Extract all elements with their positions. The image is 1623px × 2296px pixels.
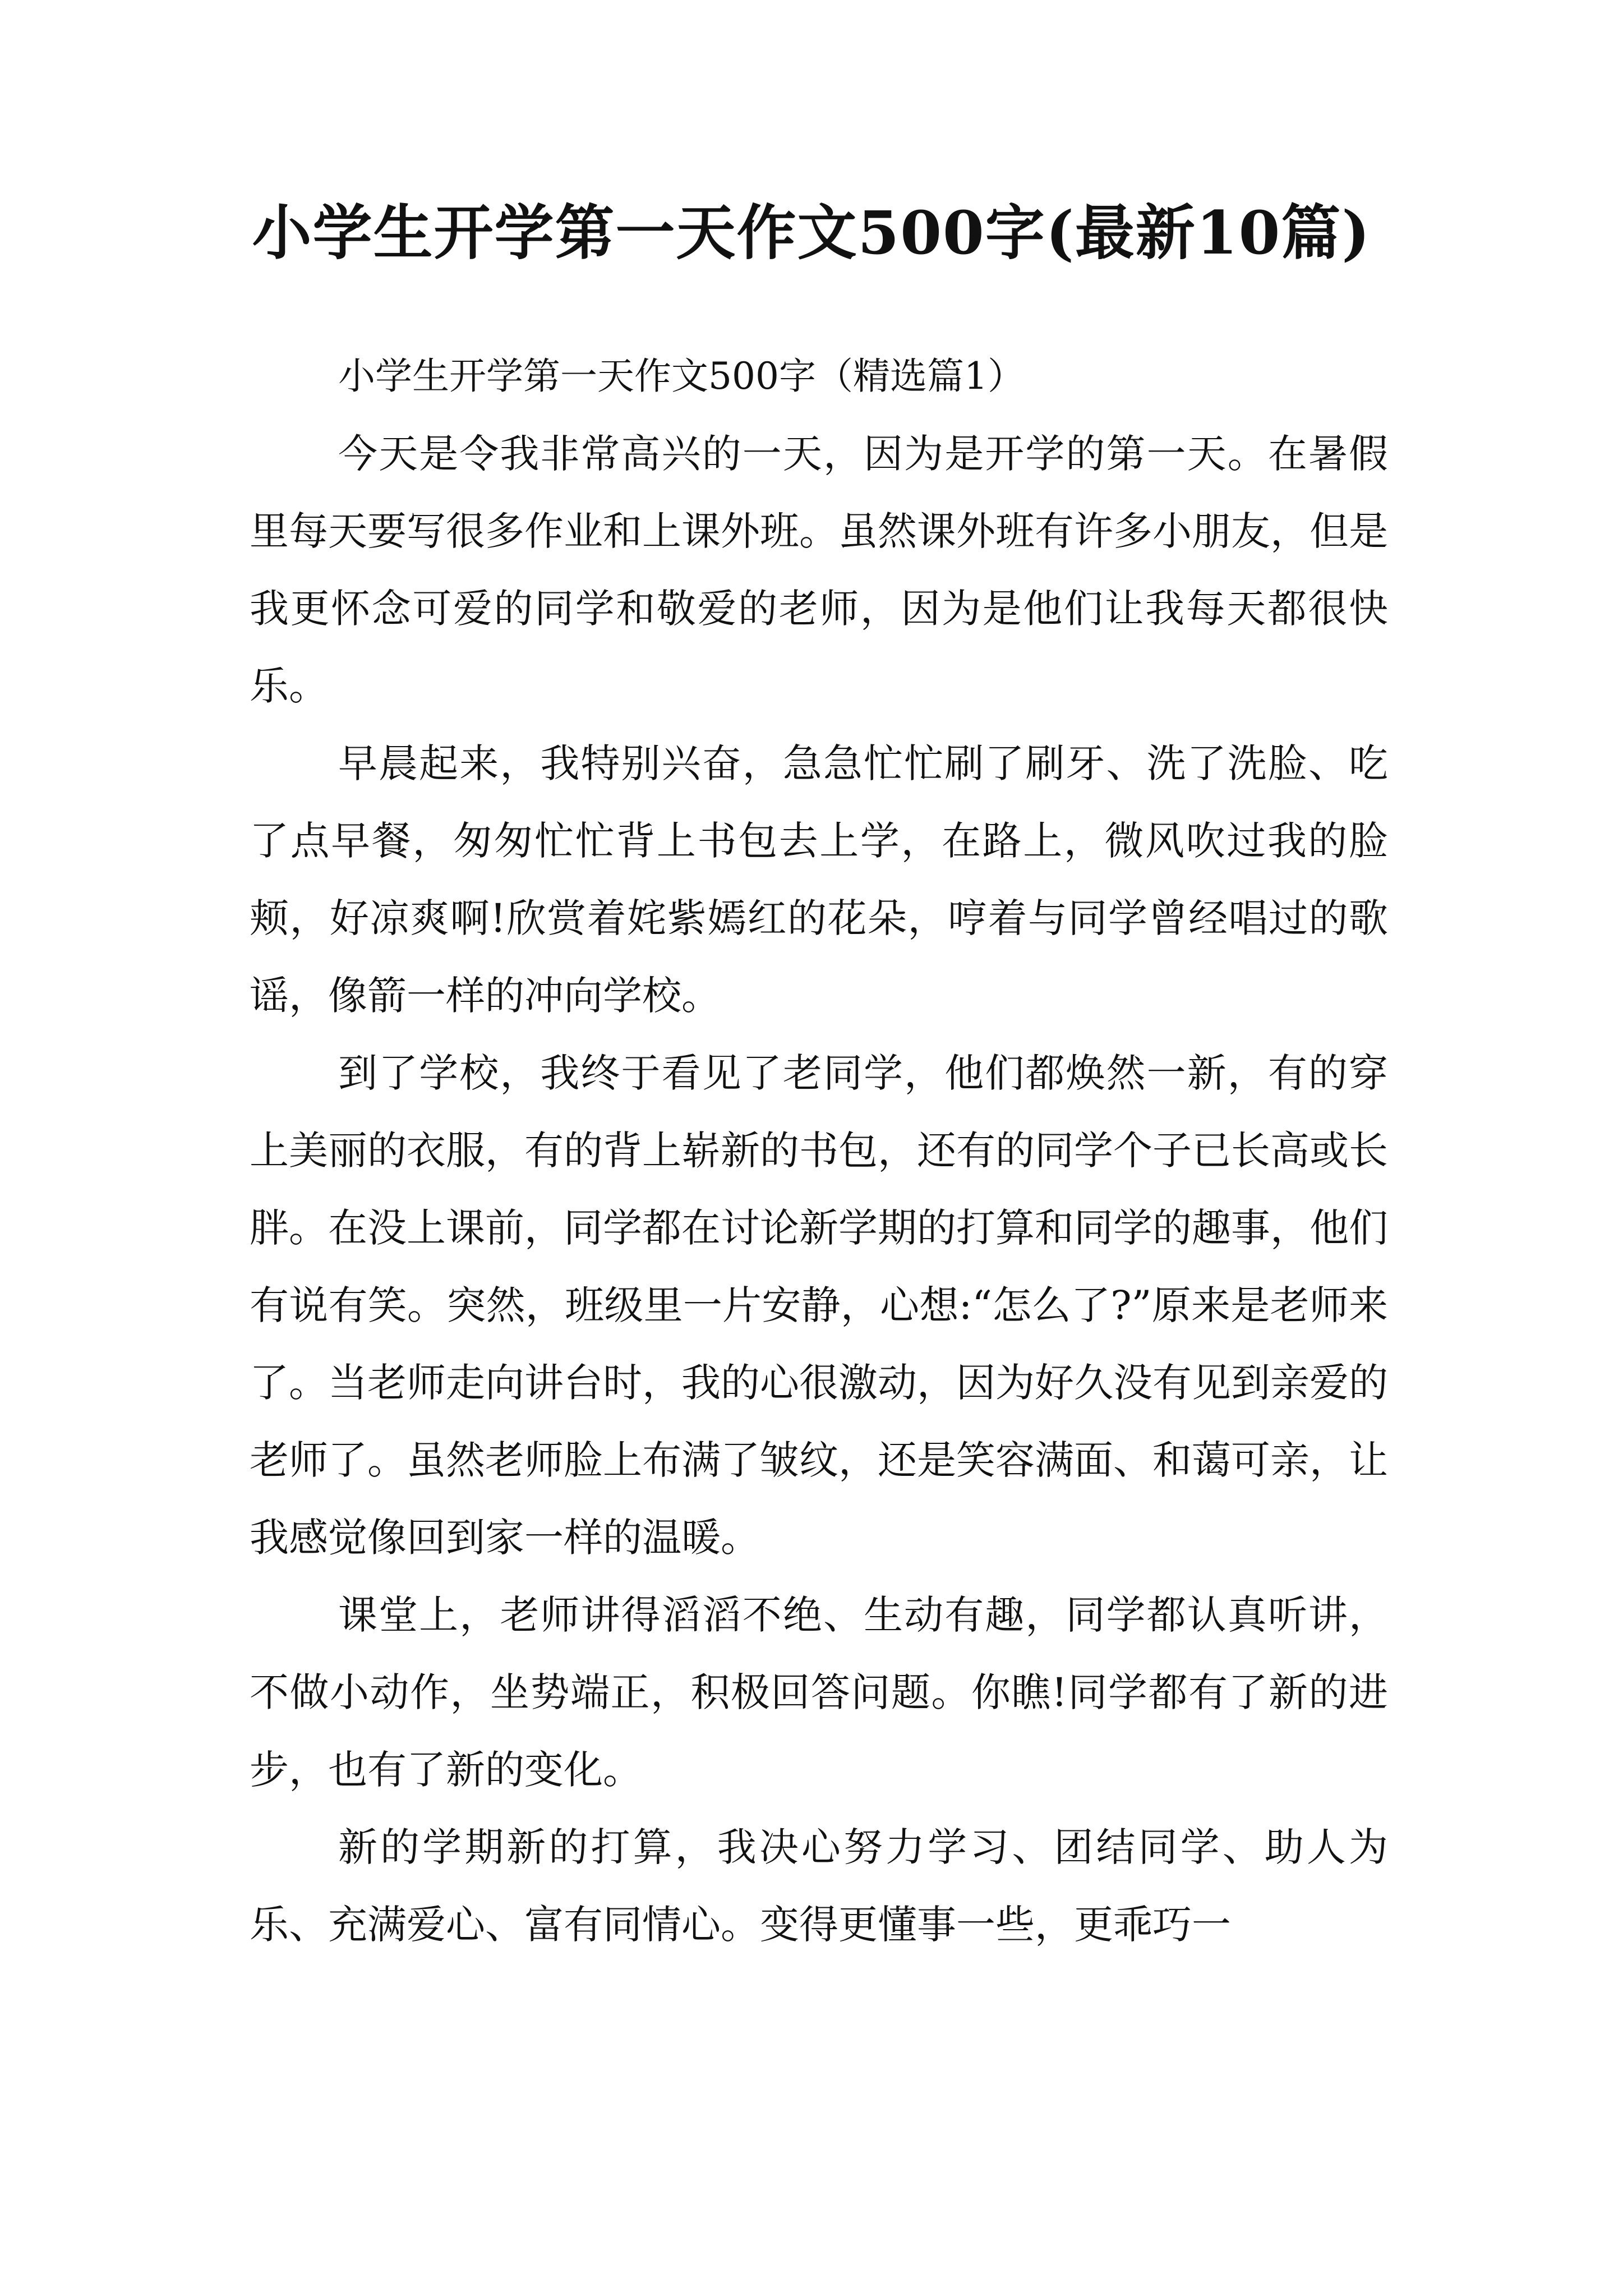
document-title: 小学生开学第一天作文500字(最新10篇) [252, 197, 1371, 268]
document-body [250, 338, 1388, 1963]
paragraph-4: 课堂上，老师讲得滔滔不绝、生动有趣，同学都认真听讲，不做小动作，坐势端正，积极回答问题。你瞧!同学都有了新的进步，也有了新的变化。 [250, 1592, 1388, 1793]
section-subtitle: 小学生开学第一天作文500字（精选篇1） [338, 355, 1025, 398]
paragraph-1: 今天是令我非常高兴的一天，因为是开学的第一天。在暑假里每天要写很多作业和上课外班。虽然课外班有许多小朋友，但是我更怀念可爱的同学和敬爱的老师，因为是他们让我每天都很快乐。 [250, 431, 1388, 709]
paragraph-5: 新的学期新的打算，我决心努力学习、团结同学、助人为乐、充满爱心、富有同情心。变得更懂事一些，更乖巧一 [250, 1824, 1388, 1948]
paragraph-3: 到了学校，我终于看见了老同学，他们都焕然一新，有的穿上美丽的衣服，有的背上崭新的书包，还有的同学个子已长高或长胖。在没上课前，同学都在讨论新学期的打算和同学的趣事，他们有说有笑。突然，班级里一片安静，心想:“怎么了?”原来是老师来了。当老师走向讲台时，我的心很激动，因为好久没有见到亲爱的老师了。虽然老师脸上布满了皱纹，还是笑容满面、和蔼可亲，让我感觉像回到家一样的温暖。 [250, 1050, 1388, 1561]
paragraph-2: 早晨起来，我特别兴奋，急急忙忙刷了刷牙、洗了洗脸、吃了点早餐，匆匆忙忙背上书包去上学，在路上，微风吹过我的脸颊，好凉爽啊!欣赏着姹紫嫣红的花朵，哼着与同学曾经唱过的歌谣，像箭一样的冲向学校。 [250, 740, 1388, 1019]
